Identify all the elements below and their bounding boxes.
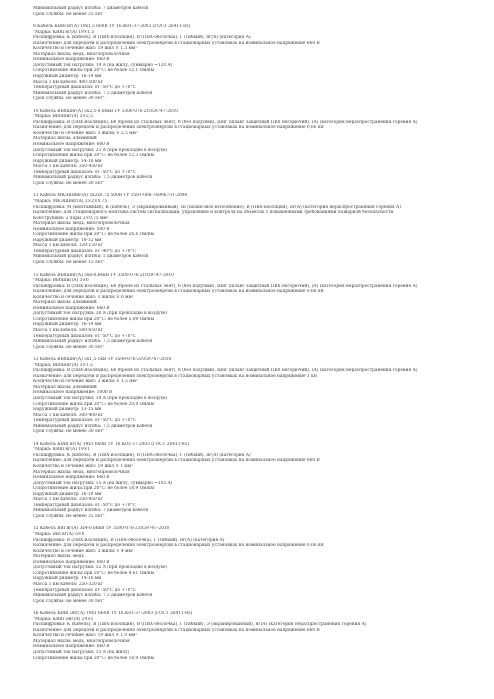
spec-line: Срок службы: не менее 30 лет": [33, 344, 105, 350]
spec-line: Температурный диапазон: от -50°C до +70°C: [33, 169, 136, 175]
spec-line: Срок службы: не менее 15 лет": [33, 259, 105, 265]
spec-line: Назначение: для передачи и распределения электроэнергии в стационарных установках на номинальное напряжение 660 В: [33, 40, 320, 46]
spec-line: Наружный диаметр: 14-16 мм: [33, 158, 102, 164]
spec-line: Температурный диапазон: от -40°C до +70°C: [33, 248, 136, 254]
spec-line: "Марка: ВБбШнг(А) 3×2,5: [33, 114, 93, 120]
spec-line: Расшифровка: В (ПВХ-изоляция), Бб (броня из стальных лент), б (без подушки), Шнг (шланг защитный ПВХ негорючий), (А) (категория нераспространения горения А): [33, 119, 418, 125]
spec-line: Срок службы: не менее 30 лет": [33, 180, 105, 186]
spec-line: Допустимый ток нагрузки: 19 А (на жилу, суммарно ~120 А): [33, 62, 173, 68]
spec-line: Номинальное напряжение: 660 В: [33, 559, 110, 565]
spec-line: Наружный диаметр: 14-16 мм: [33, 576, 102, 582]
spec-line: Допустимый ток нагрузки: 38 А (при прокладке в воздухе): [33, 311, 168, 317]
spec-line: "Марка: ВБбШнг(А) 3×6: [33, 278, 89, 284]
cable-spec-heading: 15 Кабель ВВГнг(А) 3х4-0,66кВ ТУ 3500-076-21059747-2010: [33, 526, 170, 532]
spec-line: Материал жилы: медь, многопроволочная: [33, 638, 130, 644]
cable-spec-block: [33, 24, 473, 102]
spec-line: Температурный диапазон: от -50°C до +70°C: [33, 85, 136, 91]
spec-line: Сопротивление жилы при 20°C: не более 18,9 Ом/км: [33, 655, 154, 661]
spec-line: Назначение: для передачи и распределения электроэнергии в стационарных установках на номинальное напряжение 0,66 кВ: [33, 543, 324, 549]
spec-line: Количество и сечение жил: 19 жил × 1,0 мм²: [33, 633, 137, 639]
spec-line: Масса 1 км кабеля: 250-320 кг: [33, 581, 103, 587]
spec-line: Количество и сечение жил: 19 жил × 1,5 мм²: [33, 46, 137, 52]
cable-spec-block: [33, 193, 473, 265]
cable-spec-heading: 10 Кабель ВБбШнг(А) 3х2,5-0,66кВ ТУ 3500-076-21059747-2010: [33, 108, 179, 114]
cable-spec-heading: 12 Кабель ВБбШнг(А) 3х6-0,66кВ ТУ 3500-076-21059747-2010: [33, 272, 174, 278]
spec-line: Расшифровка: К (кабель), В (ПВХ-изоляция), В (ПВХ-оболочка), Г (гибкий), Э (экранированный), нг(А) (категория нераспространения горения А): [33, 622, 367, 628]
spec-line: Расшифровка: М (монтажный), К (кабель), Э (экранированный), Ш (шланговое исполнение), В (ПВХ-изоляция), нг(А) (категория нераспространения горения А): [33, 204, 401, 210]
spec-line: Назначение: для передачи и распределения электроэнергии в стационарных установках на номинальное напряжение 1 кВ: [33, 373, 317, 379]
spec-line: Материал жилы: медь, многопроволочная: [33, 221, 130, 227]
spec-line: Номинальное напряжение: 660 В: [33, 57, 110, 63]
spec-line: Допустимый ток нагрузки: 19 А (при прокладке в воздухе): [33, 396, 168, 401]
cable-spec-block: [33, 273, 473, 351]
cable-spec-heading: 9 Кабель КВВГнг(А) 19х1,5 660В ТУ 16.К01-37-2003 (ГОСТ 26411-85): [33, 24, 191, 30]
spec-line: Наружный диаметр: 16-19 мм: [33, 74, 102, 80]
spec-line: Назначение: для передачи и распределения электроэнергии в стационарных установках на номинальное напряжение 660 В: [33, 627, 320, 633]
spec-line: Наружный диаметр: 13-15 мм: [33, 407, 102, 413]
spec-line: Сопротивление жилы при 20°C: не более 5,09 Ом/км: [33, 316, 154, 322]
spec-line: Расшифровка: В (ПВХ-изоляция), Бб (броня из стальных лент), б (без подушки), Шнг (шланг защитный ПВХ негорючий), (А) (категория нераспространения горения А): [33, 283, 418, 289]
spec-line: Расшифровка: К (кабель), В (ПВХ-изоляция), В (ПВХ-оболочка), Г (гибкий), нг(А) (категория А): [33, 35, 251, 41]
spec-line: Материал жилы: алюминий: [33, 384, 97, 390]
spec-line: Допустимый ток нагрузки: 32 А (при прокладке в воздухе): [33, 565, 168, 571]
cable-spec-block: [33, 526, 473, 604]
cable-spec-heading: 11 Кабель МКЭШВнг(А) 2х2х0,75 500В ТУ 3581-006-76906731-2008: [33, 193, 188, 199]
cable-spec-heading: 16 Кабель КВВГЭнг(А) 19х1 660В ТУ 16.К01-37-2003 (ГОСТ 26411-85): [33, 611, 193, 617]
spec-line: Номинальное напряжение: 660 В: [33, 475, 110, 481]
spec-line: Минимальный радиус изгиба: 7,5 диаметров кабеля: [33, 90, 153, 96]
spec-line: Минимальный радиус изгиба: 7,5 диаметров кабеля: [33, 423, 153, 429]
spec-line: Конструкция: 2 пары 2×0,75 мм²: [33, 215, 109, 221]
spec-line: Номинальное напряжение: 500 В: [33, 226, 110, 232]
spec-line: Срок службы: не менее 30 лет": [33, 429, 105, 435]
spec-line: Номинальное напряжение: 660 В: [33, 142, 110, 148]
spec-line: Сопротивление жилы при 20°C: не более 4,61 Ом/км: [33, 570, 154, 576]
spec-line: Назначение: для передачи и распределения электроэнергии в стационарных установках на номинальное напряжение 0,66 кВ: [33, 289, 324, 295]
spec-line: Наружный диаметр: 10-12 мм: [33, 237, 102, 243]
spec-line: Минимальный радиус изгиба: 7 диаметров кабеля: [33, 508, 149, 514]
spec-line: Сопротивление жилы при 20°C: не более 12,1 Ом/км: [33, 68, 154, 74]
spec-line: Материал жилы: алюминий: [33, 136, 97, 142]
spec-line: Количество и сечение жил: 3 жилы × 2,5 мм²: [33, 130, 138, 136]
spec-line: Минимальный радиус изгиба: 7,5 диаметров кабеля: [33, 175, 153, 181]
spec-line: Минимальный радиус изгиба: 7,5 диаметров кабеля: [33, 339, 153, 345]
spec-line: Срок службы: не менее 30 лет": [33, 598, 105, 604]
spec-line: Масса 1 км кабеля: 500-650 кг: [33, 327, 103, 333]
spec-line: Сопротивление жилы при 20°C: не более 26,6 Ом/км: [33, 232, 154, 238]
spec-line: Минимальный радиус изгиба: 7,5 диаметров кабеля: [33, 593, 153, 599]
spec-line: Масса 1 км кабеля: 400-500 кг: [33, 79, 103, 85]
spec-line: Срок службы: не менее 25 лет: [33, 11, 103, 17]
spec-line: Температурный диапазон: от -50°C до +70°C: [33, 333, 136, 339]
spec-line: Наружный диаметр: 16-19 мм: [33, 322, 102, 328]
spec-line: Температурный диапазон: от -50°C до +70°C: [33, 502, 136, 508]
cable-spec-heading: 14 Кабель КВВГнг(А) 19х1 660В ТУ 16.К01-37-2003 (ГОСТ 26411-85): [33, 441, 190, 447]
cable-spec-block: [33, 357, 473, 435]
spec-line: Назначение: для передачи и распределения электроэнергии в стационарных установках на номинальное напряжение 0,66 кВ: [33, 125, 324, 131]
spec-block-tail: [33, 6, 473, 17]
spec-line: Расшифровка: К (кабель), В (ПВХ-изоляция), В (ПВХ-оболочка), Г (гибкий), нг(А) (категория А): [33, 452, 251, 458]
spec-line: Минимальный радиус изгиба: 5 диаметров кабеля: [33, 254, 149, 260]
spec-line: Номинальное напряжение: 660 В: [33, 644, 110, 650]
spec-line: Сопротивление жилы при 20°C: не более 18,9 Ом/км: [33, 486, 154, 492]
spec-line: Срок службы: не менее 30 лет": [33, 96, 105, 102]
spec-line: Срок службы: не менее 25 лет": [33, 513, 105, 519]
cable-spec-block: [33, 442, 473, 520]
spec-line: "Марка: ВБбШнг(А) 3×1,5: [33, 362, 93, 368]
spec-line: Допустимый ток нагрузки: 15 А (на жилу): [33, 649, 130, 655]
cable-spec-block: [33, 611, 473, 661]
spec-line: Сопротивление жилы при 20°C: не более 20,0 Ом/км: [33, 401, 154, 407]
document-body: [33, 6, 473, 668]
spec-line: Материал жилы: медь: [33, 554, 84, 560]
spec-line: Расшифровка: В (ПВХ-изоляция), Бб (броня из стальных лент), б (без подушки), Шнг (шланг защитный ПВХ негорючий), (А) (категория нераспространения горения А): [33, 368, 418, 374]
spec-line: Назначение: для стационарного монтажа систем сигнализации, управления и контроля на объектах с повышенными требованиями пожарной безопасности: [33, 210, 394, 216]
spec-line: Количество и сечение жил: 3 жилы × 4 мм²: [33, 548, 134, 554]
spec-line: Номинальное напряжение: 1000 В: [33, 390, 113, 396]
spec-line: Масса 1 км кабеля: 350-450 кг: [33, 497, 103, 503]
spec-line: Масса 1 км кабеля: 300-400 кг: [33, 412, 103, 418]
spec-line: Номинальное напряжение: 660 В: [33, 305, 110, 311]
spec-line: "Марка: КВВГнг(А) 19×1: [33, 447, 91, 453]
cable-spec-heading: 13 Кабель ВБбШнг(А) 3х1,5-1кВ ТУ 3500-076-21059747-2010: [33, 357, 172, 363]
spec-line: Температурный диапазон: от -50°C до +70°C: [33, 418, 136, 424]
spec-line: Наружный диаметр: 16-19 мм: [33, 491, 102, 497]
spec-line: Допустимый ток нагрузки: 25 А (при прокладке в воздухе): [33, 147, 168, 153]
spec-line: Масса 1 км кабеля: 350-450 кг: [33, 164, 103, 170]
spec-line: Количество и сечение жил: 19 жил × 1 мм²: [33, 464, 133, 470]
spec-line: "Марка: КВВГЭнг(А) 19×1: [33, 616, 94, 622]
spec-line: Назначение: для передачи и распределения электроэнергии в стационарных установках на номинальное напряжение 660 В: [33, 458, 320, 464]
spec-line: Допустимый ток нагрузки: 15 А (на жилу, суммарно ~105 А): [33, 480, 173, 486]
spec-line: Масса 1 км кабеля: 120-150 кг: [33, 243, 103, 249]
spec-line: "Марка: КВВГнг(А) 19×1,5: [33, 29, 95, 35]
spec-line: Количество и сечение жил: 3 жилы × 6 мм²: [33, 294, 134, 300]
spec-line: "Марка: ВВГнг(А) 3×4: [33, 532, 85, 538]
spec-line: Количество и сечение жил: 3 жилы × 1,5 мм²: [33, 379, 138, 385]
spec-line: Материал жилы: алюминий: [33, 300, 97, 306]
spec-line: Температурный диапазон: от -50°C до +70°C: [33, 587, 136, 593]
spec-line: Сопротивление жилы при 20°C: не более 12,3 Ом/км: [33, 153, 154, 159]
spec-line: Материал жилы: медь, многопроволочная: [33, 51, 130, 57]
cable-spec-block: [33, 109, 473, 187]
spec-line: "Марка: МКЭШВнг(А) 2×2×0,75: [33, 198, 108, 204]
spec-line: Расшифровка: В (ПВХ-изоляция), В (ПВХ-оболочка), Г (гибкий), нг(А) (категория А): [33, 537, 225, 543]
spec-line: Минимальный радиус изгиба: 7 диаметров кабеля: [33, 6, 149, 11]
spec-line: Материал жилы: медь, многопроволочная: [33, 469, 130, 475]
